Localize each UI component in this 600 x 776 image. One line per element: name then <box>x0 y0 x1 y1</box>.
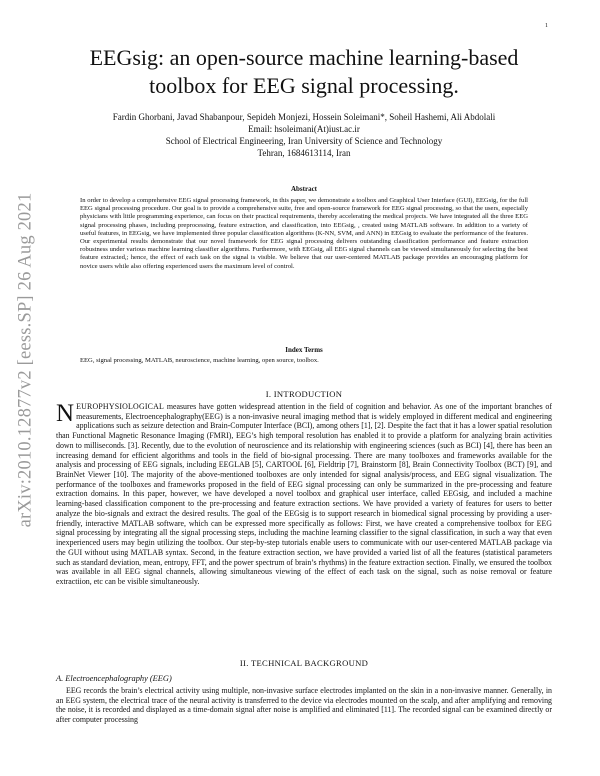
drop-cap: N <box>56 400 75 427</box>
arxiv-stamp-text: arXiv:2010.12877v2 [eess.SP] 26 Aug 2021 <box>15 192 36 528</box>
address: Tehran, 1684613114, Iran <box>257 148 351 158</box>
author-list: Fardin Ghorbani, Javad Shabanpour, Sepideh Monjezi, Hossein Soleimani*, Soheil Hashemi, Ali Abdolali <box>112 112 496 122</box>
introduction-paragraph <box>56 402 552 587</box>
background-paragraph <box>56 686 552 725</box>
index-terms-heading: Index Terms <box>285 346 323 354</box>
abstract-text: In order to develop a comprehensive EEG signal processing framework, in this paper, we demonstrate a toolbox and Graphical User Interface (GUI), EEGsig, for the full EEG signal processing procedure. Our goal is to provide a comprehensive suite, free and open-source framework for EEG signal processing, so that the users, especially physicians with little programming experience, can focus on their practical requirements, thereby accelerating the medical projects. We have integrated all the three EEG signal processing phases, including preprocessing, feature extraction, and classification, into EEGsig, , created using MATLAB software. In addition to a variety of useful features, in EEGsig, we have implemented three popular classification algorithms (K-NN, SVM, and ANN) in EEGsig to evaluate the performance of the features. Our experimental results demonstrate that our novel framework for EEG signal processing delivers outstanding classification performance and feature extraction robustness under various machine learning classifier algorithms. Furthermore, with EEGsig, all EEG signal channels can be viewed simultaneously for selecting the best feature extracted,; hence, the effect of each task on the signal is visible. We believe that our user-centered MATLAB package provides an encouraging platform for novice users while also offering experienced users the maximum level of control. <box>80 197 528 270</box>
subsection-heading-eeg: A. Electroencephalography (EEG) <box>56 674 172 683</box>
page-number: 1 <box>545 23 548 29</box>
author-email: Email: hsoleimani(At)iust.ac.ir <box>248 124 360 134</box>
arxiv-stamp <box>12 150 40 570</box>
abstract-heading: Abstract <box>290 185 318 193</box>
index-terms-text: EEG, signal processing, MATLAB, neuroscience, machine learning, open source, toolbox. <box>80 357 319 364</box>
intro-text: measures have gotten widespread attention in the field of cognition and behavior. As one of the important branches of measurements, Electroencephalography(EEG) is a non-invasive neural imaging method that is widely employed in different medical and engineering applications such as seizure detection and Brain-Computer Interface (BCI), among others [1], [2]. Despite the fact that it has a lower spatial resolution than Functional Magnetic Resonance Imaging (FMRI), EEG’s high temporal resolution has enabled it to provide a platform for analyzing brain activities down to milliseconds. [3]. Recently, due to the evolution of neuroscience and its relationship with engineering sciences (such as BCI) [4], there has been an increasing demand for efficient algorithms and tools in the field of bio-signal processing. There are many toolboxes and frameworks available for the analysis and processing of EEG signals, including EEGLAB [5], CARTOOL [6], Fieldtrip [7], Brainstorm [8], Brain Connectivity Toolbox (BCT) [9], and BrainNet Viewer [10]. The majority of the above-mentioned toolboxes are only intended for signal analysis/process, and EEG signal visualization. The performance of the toolboxes and frameworks proposed in the field of EEG signal processing can only be summarized in the pre-processing and feature extraction domains. In this paper, however, we have developed a novel toolbox and graphical user interface, called EEGsig, and included a machine learning-based classification component to the pre-processing and feature extraction sections. We have provided a variety of features for users to better analyze the bio-signals and extract the desired results. The goal of the EEGsig is to support research in biomedical signal processing by providing a user-friendly, interactive MATLAB software, which can be expressed more specifically as follows: First, we have created a comprehensive toolbox for EEG signal processing by integrating all the signal processing steps, including the machine learning classifier to the signal classification, in such a way that even inexperienced users may begin utilizing the toolbox. Our step-by-step tutorials enable users to communicate with our user-centered MATLAB package via the GUI without using MATLAB syntax. Second, in the feature extraction section, we have provided a varied list of all the features (statistical parameters such as standard deviation, mean, entropy, FFT, and the power spectrum of brain’s rhythms) in the feature extraction section. Finally, we ensured the toolbox was available in all EEG signal channels, allowing simultaneous viewing of the effect of each task on the signal, such as noise removal or feature extractiion, etc can be visible simultaneously. <box>56 402 552 586</box>
author-block <box>56 111 552 159</box>
section-heading-technical-background: II. TECHNICAL BACKGROUND <box>239 658 369 668</box>
paper-title: EEGsig: an open-source machine learning-based toolbox for EEG signal processing. <box>89 45 519 98</box>
affiliation: School of Electrical Engineering, Iran University of Science and Technology <box>165 136 443 146</box>
background-text: EEG records the brain’s electrical activity using multiple, non-invasive surface electrodes implanted on the skin in a non-invasive manner. Generally, in an EEG system, the electrical trace of the neural activity is transferred to the device via electrodes mounted on the scalp, and after amplifying and removing the noise, it is recorded and displayed as a time-domain signal after noise is amplified and eliminated [11]. The recorded signal can be examined directly or after computer processing <box>56 686 552 725</box>
section-heading-introduction: I. INTRODUCTION <box>265 389 343 399</box>
intro-smallcaps: EUROPHYSIOLOGICAL <box>76 402 165 411</box>
